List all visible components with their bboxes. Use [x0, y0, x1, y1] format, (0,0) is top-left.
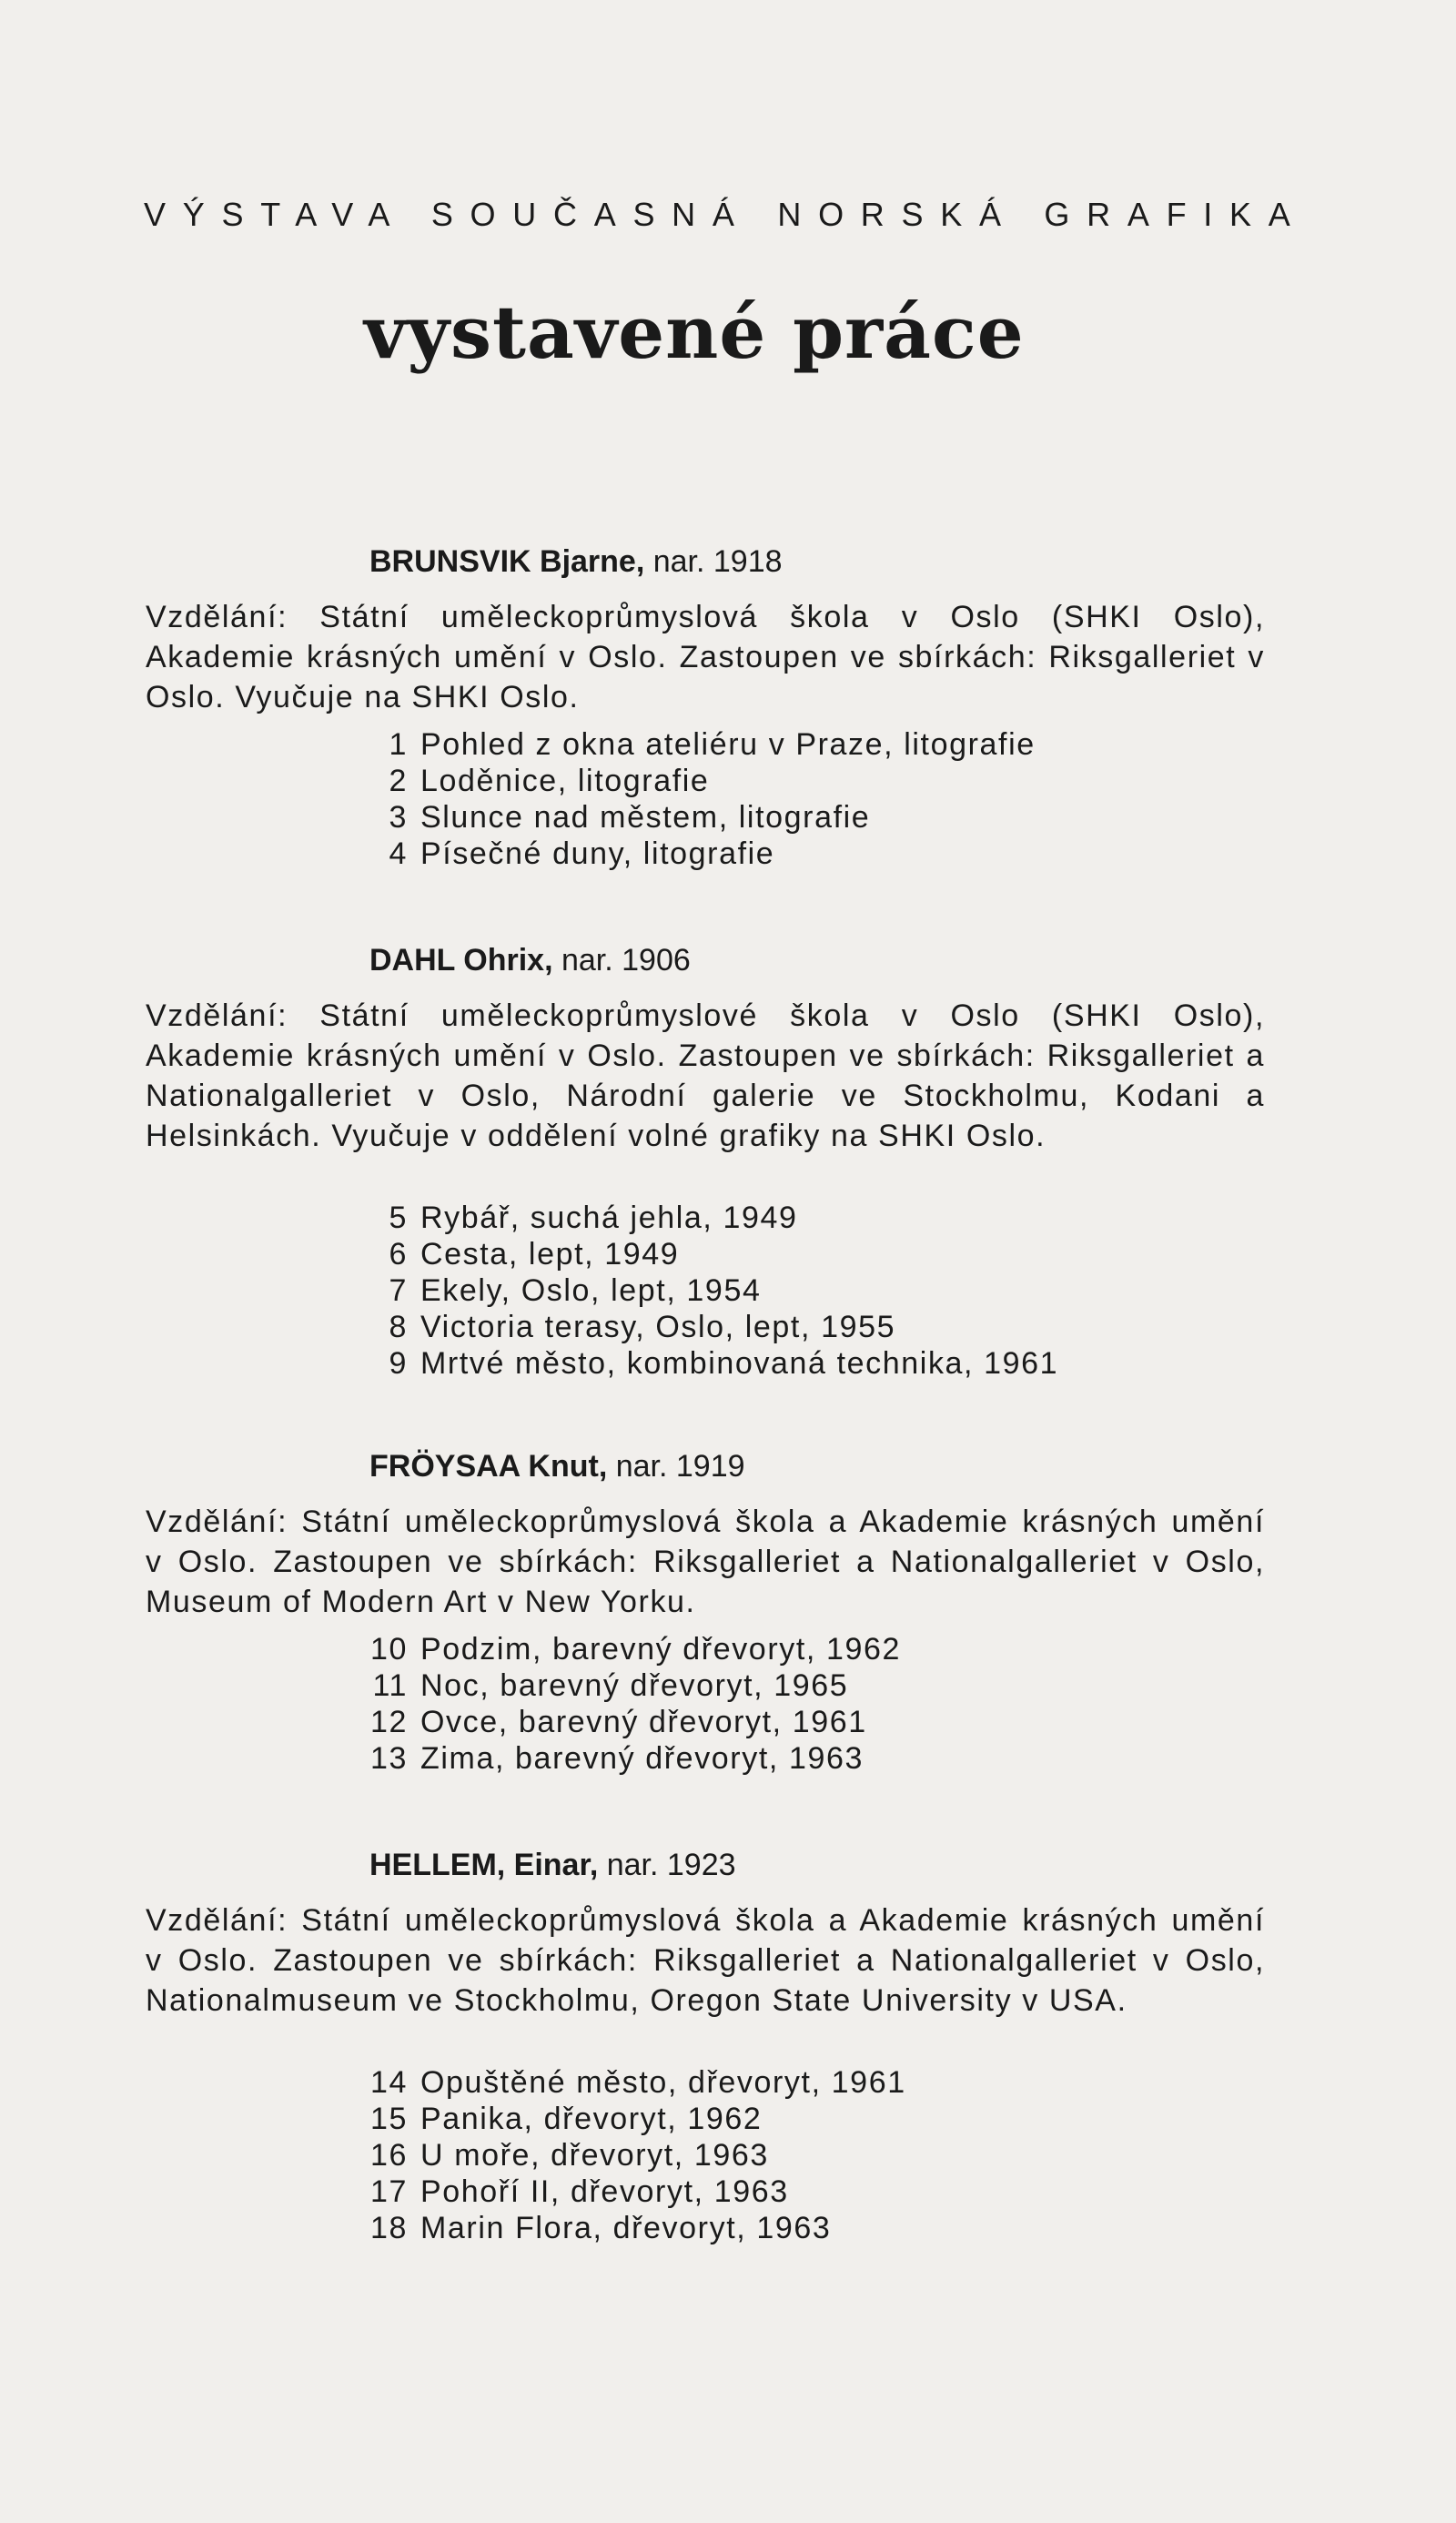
work-number: 10	[369, 1632, 408, 1667]
work-item	[339, 1704, 901, 1740]
work-item	[362, 1200, 1058, 1236]
artist-line	[369, 544, 783, 580]
work-number: 2	[389, 764, 408, 798]
work-number: 6	[389, 1237, 408, 1272]
work-number: 18	[369, 2211, 408, 2245]
work-item	[362, 763, 1036, 799]
work-item	[362, 1309, 1058, 1345]
work-title: Marin Flora, dřevoryt, 1963	[420, 2211, 832, 2245]
work-title: Ovce, barevný dřevoryt, 1961	[420, 1705, 867, 1739]
work-title: Pohled z okna ateliéru v Praze, litografie	[420, 727, 1036, 762]
artist-name: BRUNSVIK Bjarne,	[369, 544, 645, 579]
works-list	[362, 726, 1036, 872]
work-number: 14	[369, 2065, 408, 2100]
artist-line	[369, 1848, 736, 1883]
section-heading: vystavené práce	[364, 289, 1025, 375]
artist-bio: Vzdělání: Státní uměleckoprůmyslové škola v Oslo (SHKI Oslo), Akademie krásných umění v Oslo. Zastoupen ve sbírkách: Riksgalleriet a Nationalgalleriet v Oslo, Národní galerie ve Stockholmu, Kodani a Helsinkách. Vyučuje v oddělení volné grafiky na SHKI Oslo.	[146, 998, 1265, 1153]
works-list	[362, 1200, 1058, 1382]
work-item	[339, 2101, 906, 2137]
artist-birth: nar. 1918	[652, 544, 783, 579]
work-title: Opuštěné město, dřevoryt, 1961	[420, 2065, 906, 2100]
works-list	[339, 1631, 901, 1777]
work-title: Panika, dřevoryt, 1962	[420, 2102, 763, 2136]
work-item	[339, 1667, 901, 1704]
work-number: 7	[389, 1273, 408, 1308]
work-title: Loděnice, litografie	[420, 764, 710, 798]
work-number: 11	[372, 1668, 408, 1703]
work-number: 13	[369, 1741, 408, 1776]
work-item	[339, 2173, 906, 2210]
artist-birth: nar. 1919	[615, 1449, 745, 1484]
work-title: Noc, barevný dřevoryt, 1965	[420, 1668, 849, 1703]
artist-bio: Vzdělání: Státní uměleckoprůmyslová škola a Akademie krásných umění v Oslo. Zastoupen ve sbírkách: Riksgalleriet a Nationalgalleriet v Oslo, Museum of Modern Art v New Yorku.	[146, 1505, 1265, 1619]
work-number: 9	[389, 1346, 408, 1381]
work-item	[339, 1740, 901, 1777]
work-item	[362, 1345, 1058, 1382]
artist-name: FRÖYSAA Knut,	[369, 1449, 608, 1484]
work-title: Rybář, suchá jehla, 1949	[420, 1201, 798, 1235]
artist-bio: Vzdělání: Státní uměleckoprůmyslová škola v Oslo (SHKI Oslo), Akademie krásných umění v Oslo. Zastoupen ve sbírkách: Riksgalleriet v Oslo. Vyučuje na SHKI Oslo.	[146, 600, 1265, 714]
exhibition-title: VÝSTAVA SOUČASNÁ NORSKÁ GRAFIKA	[144, 196, 1308, 233]
work-item	[362, 726, 1036, 763]
work-item	[362, 1272, 1058, 1309]
work-number: 4	[389, 836, 408, 871]
artist-name: DAHL Ohrix,	[369, 943, 553, 978]
artist-line	[369, 1449, 745, 1484]
work-number: 15	[369, 2102, 408, 2136]
work-item	[339, 2064, 906, 2101]
work-number: 1	[389, 727, 408, 762]
work-item	[362, 799, 1036, 836]
work-title: Písečné duny, litografie	[420, 836, 775, 871]
work-title: Podzim, barevný dřevoryt, 1962	[420, 1632, 902, 1667]
work-item	[339, 2137, 906, 2173]
work-number: 3	[389, 800, 408, 835]
work-title: Slunce nad městem, litografie	[420, 800, 871, 835]
work-number: 5	[389, 1201, 408, 1235]
work-item	[339, 1631, 901, 1667]
work-number: 16	[369, 2138, 408, 2173]
work-title: Cesta, lept, 1949	[420, 1237, 680, 1272]
artist-bio: Vzdělání: Státní uměleckoprůmyslová škola a Akademie krásných umění v Oslo. Zastoupen ve sbírkách: Riksgalleriet a Nationalgalleriet v Oslo, Nationalmuseum ve Stockholmu, Oregon State University v USA.	[146, 1903, 1265, 2018]
artist-birth: nar. 1906	[561, 943, 691, 978]
work-title: Ekely, Oslo, lept, 1954	[420, 1273, 762, 1308]
work-title: U moře, dřevoryt, 1963	[420, 2138, 769, 2173]
work-number: 8	[389, 1310, 408, 1344]
work-title: Victoria terasy, Oslo, lept, 1955	[420, 1310, 896, 1344]
work-title: Zima, barevný dřevoryt, 1963	[420, 1741, 864, 1776]
works-list	[339, 2064, 906, 2246]
work-title: Pohoří II, dřevoryt, 1963	[420, 2174, 789, 2209]
work-number: 17	[369, 2174, 408, 2209]
artist-birth: nar. 1923	[606, 1848, 736, 1882]
work-title: Mrtvé město, kombinovaná technika, 1961	[420, 1346, 1059, 1381]
work-item	[362, 836, 1036, 872]
work-item	[339, 2210, 906, 2246]
artist-name: HELLEM, Einar,	[369, 1848, 599, 1882]
artist-line	[369, 943, 691, 978]
work-number: 12	[369, 1705, 408, 1739]
work-item	[362, 1236, 1058, 1272]
